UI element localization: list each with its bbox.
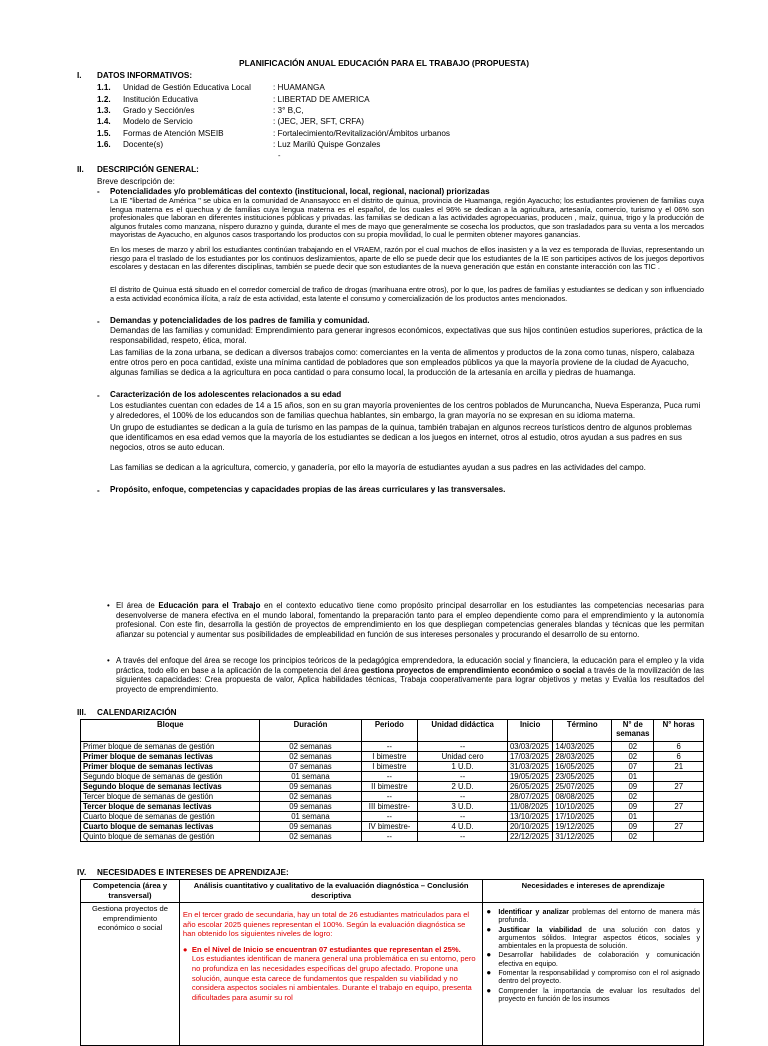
- calendar-cell: 19/05/2025: [507, 772, 552, 782]
- info-row-number: 1.6.: [97, 140, 111, 149]
- info-row-value: : 3° B,C,: [273, 106, 304, 115]
- calendar-cell: --: [361, 812, 418, 822]
- calendar-cell: 02: [612, 742, 654, 752]
- calendar-cell: 20/10/2025: [507, 822, 552, 832]
- bullet-bold-text: Educación para el Trabajo: [158, 601, 261, 610]
- calendar-cell: 03/03/2025: [507, 742, 552, 752]
- section-2-heading: DESCRIPCIÓN GENERAL:: [97, 165, 199, 174]
- calendar-row: [81, 802, 704, 812]
- calendar-row: [81, 742, 704, 752]
- info-row-number: 1.3.: [97, 106, 111, 115]
- paragraph: Las familias de la zona urbana, se dedican a diversos trabajos como: comerciantes en la venta de alimentos y productos de la zona como tunas, níspero, calabaza entre otros pero en poca cantidad, existe una mínima cantidad de pobladores que son empleados públicos ya que la mayoría proviene de la ciudad de Ayacucho, algunas familias se dedica a la agricultura en poca cantidad o para consumo local, la producción de la artesanía en arcilla y piedras de huamanga.: [110, 348, 695, 378]
- competency-cell: Gestiona proyectos de emprendimiento económico o social: [81, 903, 180, 1046]
- calendar-cell: --: [418, 812, 508, 822]
- calendar-cell: 07: [612, 762, 654, 772]
- paragraph: Los estudiantes cuentan con edades de 14 a 15 años, son en su gran mayoría provenientes de los centros poblados de Muruncancha, Nueva Esperanza, Puca rumi y alrededores, el 100% de los educandos son de familias quechua hablantes, sin embargo, la gran mayoría no se expresan en su idioma materna.: [110, 401, 701, 421]
- calendar-cell: 08/08/2025: [553, 792, 612, 802]
- calendar-cell: 23/05/2025: [553, 772, 612, 782]
- calendar-cell: 2 U.D.: [418, 782, 508, 792]
- need-text: de una solución con datos y argumentos sólidos. Integrar aspectos éticos, sociales y ambientales en la propuesta de solución.: [498, 925, 700, 951]
- calendar-cell: 09 semanas: [260, 802, 361, 812]
- calendar-cell: Unidad cero: [418, 752, 508, 762]
- bullet-text: a través de la movilización de las siguientes capacidades: Crea propuesta de valor, Aplica habilidades técnicas, Trabaja cooperativamente para lograr objetivos y metas y Evalúa los resultados del proyecto de emprendimiento.: [116, 665, 704, 694]
- bullet-text: en el contexto educativo tiene como propósito principal desarrollar en los estudiantes las competencias necesarias para desenvolverse de manera efectiva en el mundo laboral, fomentando la preparación tanto para el empleo dependiente como para el emprendimiento y la autonomía profesional. Con este fin, desarrolla la gestión de proyectos de emprendimiento en los que despliegan competencias generales blandas y técnicas que les permitan afianzar su potencial y aumentar sus posibilidades de empleabilidad en función de sus intereses personales y procurando el desarrollo de su entorno.: [116, 601, 704, 639]
- approach-bullet: [107, 656, 704, 694]
- paragraph: Demandas de las familias y comunidad: Emprendimiento para generar ingresos económicos, expectativas que sus hijos continúen estudios superiores, práctica de la responsabilidad, respeto, ética, moral.: [110, 326, 703, 346]
- calendar-cell: --: [361, 792, 418, 802]
- calendar-cell: 11/08/2025: [507, 802, 552, 812]
- calendar-header-row: [81, 720, 704, 742]
- need-item: [486, 987, 700, 1004]
- bullet-dot-icon: •: [107, 656, 110, 665]
- dash-bullet: -: [97, 187, 100, 196]
- need-text: Desarrollar habilidades de colaboración y comunicación efectiva en equipo.: [498, 951, 700, 968]
- info-row-label: Unidad de Gestión Educativa Local: [123, 83, 251, 92]
- calendar-cell: Segundo bloque de semanas lectivas: [81, 782, 260, 792]
- calendar-cell: Cuarto bloque de semanas de gestión: [81, 812, 260, 822]
- info-row-number: 1.5.: [97, 129, 111, 138]
- info-row-label: Institución Educativa: [123, 95, 199, 104]
- calendar-cell: 27: [654, 782, 704, 792]
- info-row-label: Modelo de Servicio: [123, 117, 193, 126]
- calendar-cell: Primer bloque de semanas de gestión: [81, 742, 260, 752]
- need-text: Fomentar la responsabilidad y compromiso con el rol asignado dentro del proyecto.: [498, 969, 700, 986]
- need-item: [486, 908, 700, 925]
- info-row-value: : HUAMANGA: [273, 83, 325, 92]
- calendar-cell: --: [418, 772, 508, 782]
- needs-row: [81, 903, 704, 1046]
- calendar-row: [81, 792, 704, 802]
- calendar-row: [81, 752, 704, 762]
- calendar-cell: --: [418, 792, 508, 802]
- paragraph: La IE "libertad de América " se ubica en la comunidad de Anansayocc en el distrito de quinua, provincia de Huamanga, región Ayacucho; los estudiantes provienen de familias cuya lengua materna es el quechua y de familias cuya lengua materna es el español, de los cuales el 96% se dedican a la agricultura, artesanía, comercio, turismo y el 06% son profesionales que laboran en diferentes instituciones públicas y privadas. las familias se dedican a las actividades agropecuarias, producen , maíz, quinua, trigo y la producción de algunos frutales como manzana, níspero durazno y guinda, durante el mes de mayo que generalmente se cosecha los productos, que son trasladados para su venta a los mercados mayoristas de Ayacucho, en algunos casos trasportando los productos con su propia movilidad, lo cual le permiten obtener mayores ganancias.: [110, 196, 704, 240]
- bullet-text: A través del enfoque del área se recoge los principios teóricos de la pedagógica emprendedora, la educación social y financiera, la educación para el empleo y la vida práctica, todo ello en base a la aplicación de la competencia del área: [116, 656, 704, 675]
- calendar-cell: 21: [654, 762, 704, 772]
- info-row-number: 1.4.: [97, 117, 111, 126]
- calendar-cell: 16/05/2025: [553, 762, 612, 772]
- calendar-cell: Tercer bloque de semanas lectivas: [81, 802, 260, 812]
- calendar-cell: Segundo bloque de semanas de gestión: [81, 772, 260, 782]
- calendar-row: [81, 812, 704, 822]
- bullet-dot-icon: ●: [486, 950, 492, 960]
- need-bold-text: Justificar la viabilidad: [498, 925, 582, 934]
- info-row-value: : Luz Marilú Quispe Gonzales: [273, 140, 381, 149]
- column-header: Necesidades e intereses de aprendizaje: [483, 880, 704, 903]
- calendar-cell: 1 U.D.: [418, 762, 508, 772]
- analysis-bullet: [183, 945, 479, 955]
- column-header: Unidad didáctica: [418, 720, 508, 742]
- calendar-cell: III bimestre-: [361, 802, 418, 812]
- needs-cell: [483, 903, 704, 1046]
- need-text: Comprender la importancia de evaluar los resultados del proyecto en función de los insumos: [498, 986, 700, 1003]
- calendar-cell: 14/03/2025: [553, 742, 612, 752]
- column-header: Análisis cuantitativo y cualitativo de la evaluación diagnóstica – Conclusión descriptiva: [179, 880, 482, 903]
- calendar-cell: 17/10/2025: [553, 812, 612, 822]
- analysis-paragraph: Los estudiantes identifican de manera general una problemática en su entorno, pero no profundiza en las necesidades específicas del grupo afectado. Propone una solución, aunque esta carece de fundamentos que respalden su viabilidad y no considera aspectos sociales ni ambientales. Durante el trabajo en equipo, presenta dificultades para asumir su rol: [191, 954, 476, 1002]
- calendar-cell: 07 semanas: [260, 762, 361, 772]
- calendar-cell: 01: [612, 812, 654, 822]
- calendar-cell: I bimestre: [361, 752, 418, 762]
- calendar-cell: 01 semana: [260, 812, 361, 822]
- calendar-cell: 09 semanas: [260, 782, 361, 792]
- analysis-cell: [179, 903, 482, 1046]
- bullet-dot-icon: ●: [486, 924, 492, 934]
- calendar-row: [81, 822, 704, 832]
- section-2-number: II.: [77, 165, 84, 174]
- calendar-cell: 13/10/2025: [507, 812, 552, 822]
- bullet-dot-icon: ●: [486, 907, 492, 916]
- need-text: problemas del entorno de manera más profunda.: [498, 908, 700, 925]
- bullet-dot-icon: •: [107, 601, 110, 610]
- paragraph: Las familias se dedican a la agricultura, comercio, y ganadería, por ello la mayoría de estudiantes ayudan a sus padres en las actividades del campo.: [110, 463, 646, 472]
- info-row-value: : LIBERTAD DE AMERICA: [273, 95, 370, 104]
- dash-bullet: -: [97, 486, 100, 495]
- calendar-cell: 09: [612, 782, 654, 792]
- calendar-cell: 09: [612, 802, 654, 812]
- calendar-cell: 22/12/2025: [507, 832, 552, 842]
- calendar-cell: [654, 812, 704, 822]
- need-bold-text: Identificar y analizar: [498, 908, 569, 916]
- calendar-cell: 09: [612, 822, 654, 832]
- calendar-cell: Tercer bloque de semanas de gestión: [81, 792, 260, 802]
- subsection-title: Demandas y potencialidades de los padres de familia y comunidad.: [110, 316, 370, 325]
- calendar-cell: 17/03/2025: [507, 752, 552, 762]
- calendar-cell: II bimestre: [361, 782, 418, 792]
- analysis-bullet-text: En el Nivel de Inicio se encuentran 07 estudiantes que representan el 25%.: [191, 944, 461, 954]
- paragraph: En los meses de marzo y abril los estudiantes continúan trabajando en el VRAEM, razón por el cual muchos de ellos inasisten y a la vez es temporada de lluvias, representando un riesgo para el traslado de los estudiantes por los continuos deslizamientos, aparte de ello se puede decir que los estudiantes de la IE son participes activos de los juegos deportivos escolares y destacan en las diferentes disciplinas, también se puede decir que son estudiantes de la nueva generación que están en constante interacción con las TIC .: [110, 245, 704, 272]
- calendar-cell: [654, 792, 704, 802]
- calendar-cell: [654, 832, 704, 842]
- column-header: Duración: [260, 720, 361, 742]
- info-row-number: 1.2.: [97, 95, 111, 104]
- analysis-paragraph: En el tercer grado de secundaria, hay un total de 26 estudiantes matriculados para el año escolar 2025 quienes representan el 100%. Según la evaluación diagnóstica se han obtenido los siguientes niveles de logro:: [182, 910, 470, 939]
- paragraph: Un grupo de estudiantes se dedican a la guía de turismo en las pampas de la quinua, también trabajan en algunos recreos turísticos dentro de algunos problemas que identificamos en esa edad vemos que la mayoría de los estudiantes se dedican a los juegos en internet, otros al estudio, otros ayudan a sus padres en sus negocios, otros se auto educan.: [110, 423, 692, 453]
- calendar-table: [80, 719, 704, 842]
- needs-header-row: [81, 880, 704, 903]
- calendar-cell: 26/05/2025: [507, 782, 552, 792]
- calendar-row: [81, 782, 704, 792]
- subsection-title: Caracterización de los adolescentes relacionados a su edad: [110, 390, 342, 399]
- calendar-row: [81, 832, 704, 842]
- calendar-cell: 02: [612, 832, 654, 842]
- bullet-dot-icon: ●: [486, 968, 492, 978]
- trailing-dash: -: [278, 151, 281, 160]
- bullet-bold-text: gestiona proyectos de emprendimiento económico o social: [361, 665, 585, 675]
- calendar-cell: --: [361, 742, 418, 752]
- calendar-cell: 28/03/2025: [553, 752, 612, 762]
- section-4-heading: NECESIDADES E INTERESES DE APRENDIZAJE:: [97, 868, 289, 877]
- calendar-cell: --: [361, 772, 418, 782]
- calendar-cell: 4 U.D.: [418, 822, 508, 832]
- calendar-row: [81, 762, 704, 772]
- calendar-cell: 19/12/2025: [553, 822, 612, 832]
- paragraph: El distrito de Quinua está situado en el corredor comercial de trafico de drogas (marihuana entre otros), por lo que, los padres de familias y estudiantes se dedican y son influenciado a esta actividad económica ilícita, a raíz de esta actividad, esta latente el consumo y comercialización de los productos antes mencionados.: [110, 285, 704, 303]
- bullet-text: El área de: [116, 601, 159, 610]
- column-header: Término: [553, 720, 612, 742]
- calendar-cell: 01 semana: [260, 772, 361, 782]
- calendar-cell: 25/07/2025: [553, 782, 612, 792]
- column-header: Periodo: [361, 720, 418, 742]
- calendar-body: [81, 742, 704, 842]
- document-title: PLANIFICACIÓN ANUAL EDUCACIÓN PARA EL TRABAJO (PROPUESTA): [238, 58, 530, 68]
- calendar-cell: 3 U.D.: [418, 802, 508, 812]
- need-item: [486, 926, 700, 951]
- section-2-intro: Breve descripción de:: [97, 177, 175, 186]
- calendar-cell: 28/07/2025: [507, 792, 552, 802]
- calendar-cell: 02 semanas: [260, 752, 361, 762]
- dash-bullet: -: [97, 391, 100, 400]
- info-row-label: Formas de Atención MSEIB: [123, 129, 224, 138]
- section-3-number: III.: [77, 708, 87, 717]
- info-row-number: 1.1.: [97, 83, 111, 92]
- needs-table: [80, 879, 704, 1046]
- red-dot-icon: ●: [182, 944, 188, 954]
- calendar-cell: 27: [654, 802, 704, 812]
- calendar-cell: 02 semanas: [260, 792, 361, 802]
- section-1-number: I.: [77, 71, 82, 80]
- calendar-cell: --: [361, 832, 418, 842]
- calendar-cell: Primer bloque de semanas lectivas: [81, 762, 260, 772]
- calendar-cell: 10/10/2025: [553, 802, 612, 812]
- section-3-heading: CALENDARIZACIÓN: [97, 708, 177, 717]
- calendar-cell: Primer bloque de semanas lectivas: [81, 752, 260, 762]
- column-header: N° de semanas: [612, 720, 654, 742]
- calendar-cell: 02: [612, 752, 654, 762]
- column-header: Bloque: [81, 720, 260, 742]
- calendar-cell: --: [418, 832, 508, 842]
- info-row-label: Docente(s): [123, 140, 164, 149]
- dash-bullet: -: [97, 317, 100, 326]
- subsection-title: Propósito, enfoque, competencias y capacidades propias de las áreas curriculares y las transversales.: [110, 485, 506, 494]
- calendar-cell: 6: [654, 752, 704, 762]
- calendar-cell: [654, 772, 704, 782]
- calendar-cell: 02 semanas: [260, 742, 361, 752]
- calendar-cell: 27: [654, 822, 704, 832]
- need-item: [486, 969, 700, 986]
- purpose-bullet: [107, 601, 704, 639]
- calendar-cell: 02: [612, 792, 654, 802]
- calendar-cell: --: [418, 742, 508, 752]
- calendar-cell: I bimestre: [361, 762, 418, 772]
- calendar-cell: 02 semanas: [260, 832, 361, 842]
- needs-list: [486, 908, 700, 1003]
- calendar-cell: 09 semanas: [260, 822, 361, 832]
- subsection-title: Potencialidades y/o problemáticas del contexto (institucional, local, regional, nacional) priorizadas: [110, 187, 490, 196]
- need-item: [486, 951, 700, 968]
- column-header: N° horas: [654, 720, 704, 742]
- info-row-value: : Fortalecimiento/Revitalización/Ámbitos urbanos: [273, 129, 451, 138]
- calendar-cell: 31/12/2025: [553, 832, 612, 842]
- calendar-cell: IV bimestre-: [361, 822, 418, 832]
- info-row-value: : (JEC, JER, SFT, CRFA): [273, 117, 364, 126]
- bullet-dot-icon: ●: [486, 985, 492, 995]
- info-row-label: Grado y Sección/es: [123, 106, 195, 115]
- calendar-cell: 31/03/2025: [507, 762, 552, 772]
- column-header: Competencia (área y transversal): [81, 880, 180, 903]
- calendar-cell: Cuarto bloque de semanas lectivas: [81, 822, 260, 832]
- calendar-row: [81, 772, 704, 782]
- section-4-number: IV.: [77, 868, 87, 877]
- calendar-cell: 6: [654, 742, 704, 752]
- calendar-cell: 01: [612, 772, 654, 782]
- calendar-cell: Quinto bloque de semanas de gestión: [81, 832, 260, 842]
- column-header: Inicio: [507, 720, 552, 742]
- section-1-heading: DATOS INFORMATIVOS:: [97, 71, 193, 80]
